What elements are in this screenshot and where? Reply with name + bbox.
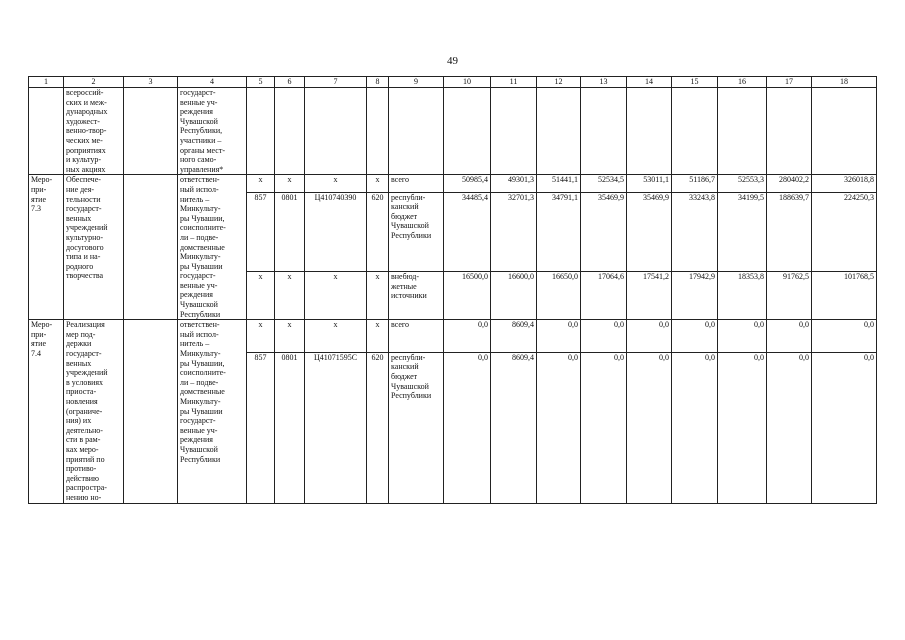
amount-cell: 52534,5: [581, 175, 627, 192]
code-cell: 0801: [275, 192, 305, 271]
column-header: 6: [275, 77, 305, 88]
executor-cell: ответствен- ный испол- нитель – Минкульту- ры Чувашии, соисполните- ли – подве- домственные Минкульту- ры Чувашии государст- венные уч- реждения Чувашской Республики: [178, 175, 247, 320]
column-header: 3: [124, 77, 178, 88]
column-header: 10: [444, 77, 491, 88]
amount-cell: 0,0: [627, 352, 672, 503]
amount-cell: 16600,0: [491, 271, 537, 319]
executor-cell: государст- венные уч- реждения Чувашской Республики, участники – органы мест- ного само- управления*: [178, 88, 247, 175]
amount-cell: 224250,3: [812, 192, 877, 271]
column-header: 16: [718, 77, 767, 88]
amount-cell: 0,0: [672, 320, 718, 353]
code-cell: Ц41071595С: [305, 352, 367, 503]
code-cell: 620: [367, 192, 389, 271]
amount-cell: 280402,2: [767, 175, 812, 192]
page-number: 49: [447, 55, 458, 67]
table-row: [29, 320, 877, 353]
funding-source-cell: республи- канский бюджет Чувашской Республики: [389, 192, 444, 271]
column-header: 8: [367, 77, 389, 88]
amount-cell: 0,0: [537, 352, 581, 503]
amount-cell: 52553,3: [718, 175, 767, 192]
amount-cell: 17942,9: [672, 271, 718, 319]
amount-cell: 16650,0: [537, 271, 581, 319]
empty-cell: [124, 175, 178, 320]
code-cell: x: [275, 271, 305, 319]
empty-cell: [767, 88, 812, 175]
amount-cell: 0,0: [767, 320, 812, 353]
code-cell: x: [367, 271, 389, 319]
empty-cell: [124, 88, 178, 175]
activity-number-cell: Меро- при- ятие 7.3: [29, 175, 64, 320]
code-cell: Ц410740390: [305, 192, 367, 271]
amount-cell: 0,0: [581, 352, 627, 503]
amount-cell: 34485,4: [444, 192, 491, 271]
amount-cell: 53011,1: [627, 175, 672, 192]
code-cell: x: [247, 271, 275, 319]
amount-cell: 0,0: [812, 352, 877, 503]
column-header: 1: [29, 77, 64, 88]
amount-cell: 0,0: [672, 352, 718, 503]
column-header: 9: [389, 77, 444, 88]
column-header: 17: [767, 77, 812, 88]
empty-cell: [367, 88, 389, 175]
empty-cell: [672, 88, 718, 175]
amount-cell: 0,0: [581, 320, 627, 353]
funding-source-cell: всего: [389, 320, 444, 353]
amount-cell: 0,0: [627, 320, 672, 353]
empty-cell: [247, 88, 275, 175]
code-cell: x: [305, 320, 367, 353]
empty-cell: [29, 88, 64, 175]
table-row: [29, 175, 877, 192]
empty-cell: [305, 88, 367, 175]
code-cell: x: [247, 320, 275, 353]
amount-cell: 32701,3: [491, 192, 537, 271]
amount-cell: 0,0: [718, 320, 767, 353]
amount-cell: 0,0: [767, 352, 812, 503]
column-header: 11: [491, 77, 537, 88]
amount-cell: 51186,7: [672, 175, 718, 192]
header-row: [29, 77, 877, 88]
code-cell: 620: [367, 352, 389, 503]
amount-cell: 34199,5: [718, 192, 767, 271]
amount-cell: 49301,3: [491, 175, 537, 192]
column-header: 18: [812, 77, 877, 88]
empty-cell: [124, 320, 178, 503]
amount-cell: 8609,4: [491, 320, 537, 353]
code-cell: 0801: [275, 352, 305, 503]
executor-cell: ответствен- ный испол- нитель – Минкульту- ры Чувашии, соисполните- ли – подве- домственные Минкульту- ры Чувашии государст- венные уч- реждения Чувашской Республики: [178, 320, 247, 503]
budget-table: [28, 76, 877, 504]
column-header: 7: [305, 77, 367, 88]
event-name-cell: всероссий- ских и меж- дународных художест- венно-твор- ческих ме- роприятиях и культур- ных акциях: [64, 88, 124, 175]
amount-cell: 8609,4: [491, 352, 537, 503]
amount-cell: 0,0: [444, 352, 491, 503]
code-cell: 857: [247, 192, 275, 271]
amount-cell: 101768,5: [812, 271, 877, 319]
amount-cell: 17541,2: [627, 271, 672, 319]
empty-cell: [444, 88, 491, 175]
amount-cell: 326018,8: [812, 175, 877, 192]
amount-cell: 0,0: [537, 320, 581, 353]
column-header: 2: [64, 77, 124, 88]
amount-cell: 35469,9: [581, 192, 627, 271]
amount-cell: 35469,9: [627, 192, 672, 271]
empty-cell: [581, 88, 627, 175]
code-cell: x: [247, 175, 275, 192]
column-header: 12: [537, 77, 581, 88]
column-header: 4: [178, 77, 247, 88]
code-cell: x: [275, 320, 305, 353]
continuation-row: [29, 88, 877, 175]
amount-cell: 91762,5: [767, 271, 812, 319]
code-cell: x: [305, 271, 367, 319]
column-header: 5: [247, 77, 275, 88]
amount-cell: 51441,1: [537, 175, 581, 192]
amount-cell: 0,0: [718, 352, 767, 503]
event-name-cell: Реализация мер под- держки государст- венных учреждений в условиях приоста- новления (ограниче- ния) их деятельно- сти в рам- ках меро- приятий по противо- действию распростра- нению но-: [64, 320, 124, 503]
column-header: 15: [672, 77, 718, 88]
funding-source-cell: республи- канский бюджет Чувашской Республики: [389, 352, 444, 503]
funding-source-cell: всего: [389, 175, 444, 192]
empty-cell: [718, 88, 767, 175]
empty-cell: [537, 88, 581, 175]
empty-cell: [812, 88, 877, 175]
column-header: 13: [581, 77, 627, 88]
amount-cell: 16500,0: [444, 271, 491, 319]
code-cell: x: [367, 175, 389, 192]
column-header: 14: [627, 77, 672, 88]
empty-cell: [627, 88, 672, 175]
code-cell: x: [275, 175, 305, 192]
empty-cell: [275, 88, 305, 175]
event-name-cell: Обеспече- ние дея- тельности государст- венных учреждений культурно- досугового типа и на- родного творчества: [64, 175, 124, 320]
activity-number-cell: Меро- при- ятие 7.4: [29, 320, 64, 503]
code-cell: 857: [247, 352, 275, 503]
amount-cell: 18353,8: [718, 271, 767, 319]
amount-cell: 33243,8: [672, 192, 718, 271]
funding-source-cell: внебюд- жетные источники: [389, 271, 444, 319]
amount-cell: 34791,1: [537, 192, 581, 271]
amount-cell: 188639,7: [767, 192, 812, 271]
empty-cell: [389, 88, 444, 175]
amount-cell: 50985,4: [444, 175, 491, 192]
amount-cell: 0,0: [444, 320, 491, 353]
amount-cell: 17064,6: [581, 271, 627, 319]
code-cell: x: [305, 175, 367, 192]
code-cell: x: [367, 320, 389, 353]
amount-cell: 0,0: [812, 320, 877, 353]
empty-cell: [491, 88, 537, 175]
